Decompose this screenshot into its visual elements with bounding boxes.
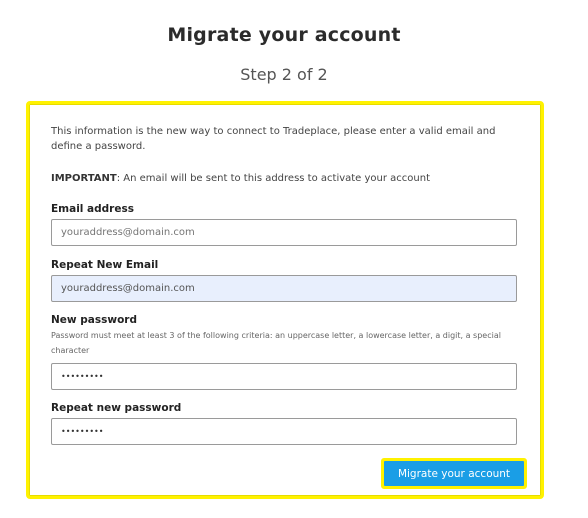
new-password-label: New password: [51, 314, 137, 326]
password-hint: Password must meet at least 3 of the following criteria: an uppercase letter, a lowercase letter, a digit, a special character: [51, 331, 501, 355]
repeat-password-field[interactable]: •••••••••: [51, 418, 517, 445]
repeat-password-label: Repeat new password: [51, 402, 182, 414]
important-label: IMPORTANT: [51, 173, 117, 184]
migration-form: [26, 101, 544, 499]
repeat-email-label: Repeat New Email: [51, 259, 159, 271]
intro-text: This information is the new way to connect to Tradeplace, please enter a valid email and define a password.: [51, 126, 496, 152]
migrate-account-button[interactable]: Migrate your account: [384, 461, 524, 486]
important-notice: [51, 171, 511, 186]
email-field[interactable]: [51, 219, 517, 246]
new-password-field[interactable]: •••••••••: [51, 363, 517, 390]
page-title: Migrate your account: [167, 24, 401, 46]
submit-highlight: [381, 458, 527, 489]
step-indicator: Step 2 of 2: [240, 65, 328, 84]
important-text: : An email will be sent to this address to activate your account: [116, 173, 431, 184]
repeat-email-field[interactable]: youraddress@domain.com: [51, 275, 517, 302]
email-label: Email address: [51, 203, 134, 215]
